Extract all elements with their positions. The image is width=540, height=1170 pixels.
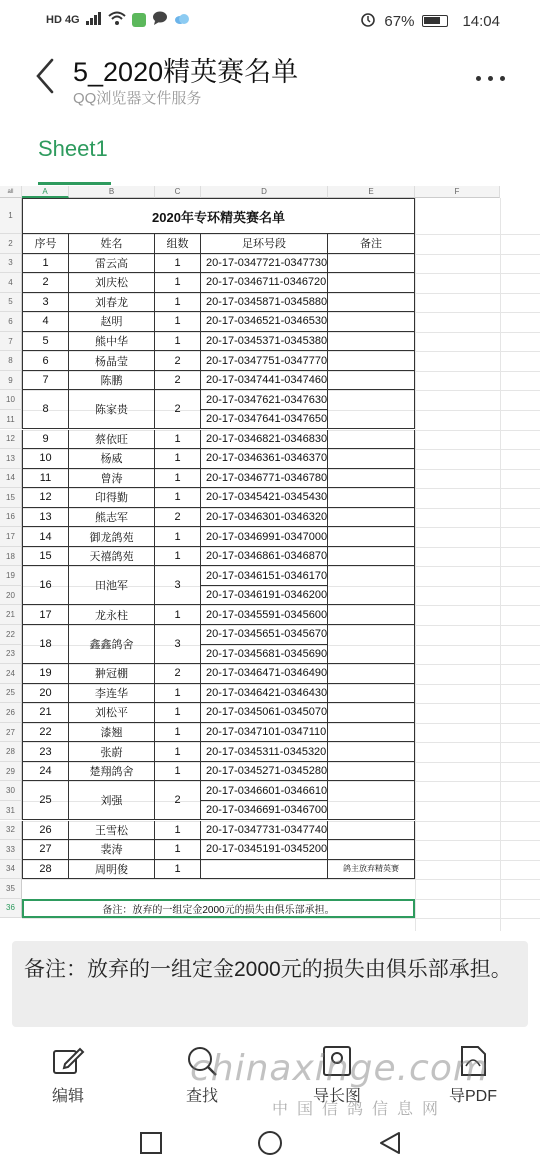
table-cell-groups: 1: [155, 488, 201, 508]
row-header[interactable]: 31: [0, 801, 22, 821]
table-cell-groups: 2: [155, 781, 201, 820]
cell-preview-panel: [12, 941, 528, 1027]
row-header[interactable]: 32: [0, 821, 22, 841]
app-notification-icon: [132, 13, 146, 27]
table-cell-name: 刘强: [69, 781, 155, 820]
export-pdf-label: 导PDF: [448, 1088, 497, 1105]
table-cell-number: 13: [22, 508, 69, 528]
table-cell-remark: [328, 488, 415, 508]
row-header[interactable]: 27: [0, 723, 22, 743]
network-label: HD 4G: [46, 14, 80, 26]
table-cell-number: 15: [22, 547, 69, 567]
row-header[interactable]: 21: [0, 605, 22, 625]
table-cell-groups: 1: [155, 273, 201, 293]
table-cell-groups: 1: [155, 742, 201, 762]
table-cell-remark: [328, 351, 415, 371]
table-cell-ring-range: 20-17-0346771-0346780: [201, 469, 328, 489]
table-cell-name: 杨威: [69, 449, 155, 469]
watermark-subtitle: 中国信鸽信息网: [272, 1101, 448, 1118]
row-header[interactable]: 13: [0, 449, 22, 469]
table-cell-name: 楚翔鸽舍: [69, 762, 155, 782]
table-header-cell: 组数: [155, 234, 201, 254]
row-header[interactable]: 19: [0, 566, 22, 586]
table-cell-remark: [328, 293, 415, 313]
table-cell-remark: [328, 254, 415, 274]
column-header[interactable]: A: [22, 186, 69, 198]
table-cell-ring-range: 20-17-0346361-0346370: [201, 449, 328, 469]
column-header[interactable]: C: [155, 186, 201, 198]
row-header[interactable]: 28: [0, 742, 22, 762]
column-header[interactable]: F: [415, 186, 500, 198]
row-header[interactable]: 33: [0, 840, 22, 860]
triangle-back-icon: [377, 1130, 403, 1156]
more-dot: [500, 76, 505, 81]
table-cell-number: 16: [22, 566, 69, 605]
more-menu-button[interactable]: [476, 66, 516, 90]
table-cell-number: 21: [22, 703, 69, 723]
table-cell-groups: 2: [155, 371, 201, 391]
table-cell-name: 李连华: [69, 684, 155, 704]
table-cell-remark: [328, 625, 415, 664]
table-header-cell: 备注: [328, 234, 415, 254]
table-cell-ring-range: 20-17-0347751-0347770: [201, 351, 328, 371]
row-header[interactable]: 5: [0, 293, 22, 313]
row-header[interactable]: 29: [0, 762, 22, 782]
table-cell-name: 王雪松: [69, 821, 155, 841]
table-cell-number: 26: [22, 821, 69, 841]
table-cell-remark: [328, 527, 415, 547]
row-header[interactable]: 17: [0, 527, 22, 547]
table-cell-name: 蔡依旺: [69, 430, 155, 450]
table-cell-number: 22: [22, 723, 69, 743]
table-cell-name: 翀冠棚: [69, 664, 155, 684]
table-cell-remark: [328, 605, 415, 625]
wifi-icon: [108, 11, 126, 29]
table-cell-remark: [328, 762, 415, 782]
table-cell-remark: [328, 508, 415, 528]
square-icon: [138, 1130, 164, 1156]
table-cell-number: 1: [22, 254, 69, 274]
table-cell-groups: 1: [155, 312, 201, 332]
table-cell-groups: 1: [155, 293, 201, 313]
row-header[interactable]: 20: [0, 586, 22, 606]
table-cell-remark: [328, 742, 415, 762]
table-cell-ring-range: 20-17-0345271-0345280: [201, 762, 328, 782]
table-cell-remark: [328, 547, 415, 567]
row-header[interactable]: 12: [0, 430, 22, 450]
table-cell-number: 20: [22, 684, 69, 704]
table-cell-groups: 1: [155, 860, 201, 880]
table-cell-remark: [328, 703, 415, 723]
title-bar: [0, 42, 540, 114]
row-header[interactable]: 1: [0, 198, 22, 234]
edit-icon: [51, 1044, 85, 1078]
table-cell-ring-range: 20-17-0345591-0345600: [201, 605, 328, 625]
row-header[interactable]: 34: [0, 860, 22, 880]
table-cell-ring-range: 20-17-0347731-0347740: [201, 821, 328, 841]
table-cell-number: 14: [22, 527, 69, 547]
system-nav-bar: [0, 1118, 540, 1170]
table-cell-name: 曾涛: [69, 469, 155, 489]
row-header[interactable]: 24: [0, 664, 22, 684]
row-header[interactable]: 26: [0, 703, 22, 723]
table-cell-ring-range: 20-17-0345311-0345320: [201, 742, 328, 762]
row-header[interactable]: 7: [0, 332, 22, 352]
table-cell-ring-range: 20-17-0346521-0346530: [201, 312, 328, 332]
table-cell-remark: [328, 371, 415, 391]
table-cell-ring-range: 20-17-0346421-0346430: [201, 684, 328, 704]
table-cell-ring-range: 20-17-0346991-0347000: [201, 527, 328, 547]
table-cell-ring-range: 20-17-0346471-0346490: [201, 664, 328, 684]
table-cell-number: 25: [22, 781, 69, 820]
table-cell-remark: [328, 390, 415, 429]
table-cell-name: 刘松平: [69, 703, 155, 723]
table-cell-groups: 3: [155, 625, 201, 664]
table-cell-groups: 1: [155, 723, 201, 743]
alarm-icon: [360, 11, 376, 31]
table-cell-name: 赵明: [69, 312, 155, 332]
row-header[interactable]: 4: [0, 273, 22, 293]
table-cell-remark: [328, 781, 415, 820]
chat-icon: [152, 11, 168, 29]
table-cell-remark: [328, 312, 415, 332]
table-cell-ring-range: 20-17-0347621-0347630: [201, 390, 328, 410]
row-header[interactable]: 10: [0, 390, 22, 410]
table-cell-groups: 2: [155, 508, 201, 528]
table-cell-groups: 1: [155, 527, 201, 547]
cell-preview-text: 备注：放弃的一组定金2000元的损失由俱乐部承担。: [24, 958, 512, 981]
table-cell-name: 陈家贵: [69, 390, 155, 429]
table-cell-remark: [328, 430, 415, 450]
table-cell-number: 5: [22, 332, 69, 352]
table-cell-number: 6: [22, 351, 69, 371]
table-cell-name: 天禧鸽苑: [69, 547, 155, 567]
page-title: 5_2020精英赛名单: [73, 57, 299, 87]
table-cell-ring-range: 20-17-0345421-0345430: [201, 488, 328, 508]
sheet-tabs: [0, 114, 540, 186]
table-cell-name: 杨晶莹: [69, 351, 155, 371]
table-cell-number: 3: [22, 293, 69, 313]
table-cell-remark: [328, 664, 415, 684]
row-header[interactable]: 35: [0, 879, 22, 899]
table-header-cell: 足环号段: [201, 234, 328, 254]
table-cell-name: 周明俊: [69, 860, 155, 880]
table-cell-groups: 1: [155, 469, 201, 489]
cloud-icon: [174, 12, 190, 29]
column-header[interactable]: B: [69, 186, 155, 198]
row-header[interactable]: 22: [0, 625, 22, 645]
table-title: 2020年专环精英赛名单: [22, 198, 415, 234]
table-cell-remark: [328, 332, 415, 352]
table-cell-name: 御龙鸽苑: [69, 527, 155, 547]
table-header-cell: 序号: [22, 234, 69, 254]
row-header[interactable]: 30: [0, 781, 22, 801]
table-cell-number: 9: [22, 430, 69, 450]
corner-header[interactable]: all: [0, 186, 22, 198]
table-cell-name: 陈鹏: [69, 371, 155, 391]
footnote-cell[interactable]: 备注：放弃的一组定金2000元的损失由俱乐部承担。: [22, 899, 415, 919]
table-cell-groups: 1: [155, 703, 201, 723]
row-header[interactable]: 23: [0, 645, 22, 665]
row-header[interactable]: 11: [0, 410, 22, 430]
table-cell-number: 17: [22, 605, 69, 625]
row-header[interactable]: 9: [0, 371, 22, 391]
table-cell-number: 27: [22, 840, 69, 860]
table-cell-groups: 1: [155, 821, 201, 841]
table-cell-remark: [328, 469, 415, 489]
table-cell-ring-range: 20-17-0347101-0347110: [201, 723, 328, 743]
table-cell-remark: 鸽主放弃精英赛: [328, 860, 415, 880]
tab-active-indicator: [38, 182, 111, 185]
table-cell-ring-range: 20-17-0345061-0345070: [201, 703, 328, 723]
nav-back-button[interactable]: [377, 1130, 403, 1156]
circle-icon: [257, 1130, 283, 1156]
column-header[interactable]: D: [201, 186, 328, 198]
table-cell-name: 龙永柱: [69, 605, 155, 625]
watermark: chinaxinge.com: [190, 1048, 489, 1089]
table-cell-number: 12: [22, 488, 69, 508]
table-cell-ring-range: 20-17-0345191-0345200: [201, 840, 328, 860]
table-cell-remark: [328, 449, 415, 469]
table-cell-groups: 2: [155, 390, 201, 429]
table-cell-groups: 1: [155, 332, 201, 352]
table-cell-groups: 1: [155, 430, 201, 450]
table-cell-ring-range: 20-17-0347641-0347650: [201, 410, 328, 430]
table-cell-name: 鑫鑫鸽舍: [69, 625, 155, 664]
table-cell-name: 熊志军: [69, 508, 155, 528]
table-cell-remark: [328, 723, 415, 743]
recents-button[interactable]: [138, 1130, 164, 1156]
table-cell-ring-range: 20-17-0346301-0346320: [201, 508, 328, 528]
table-cell-ring-range: [201, 860, 328, 880]
table-cell-ring-range: 20-17-0347441-0347460: [201, 371, 328, 391]
table-cell-groups: 2: [155, 664, 201, 684]
table-cell-ring-range: 20-17-0346821-0346830: [201, 430, 328, 450]
table-cell-ring-range: 20-17-0347721-0347730: [201, 254, 328, 274]
table-cell-number: 24: [22, 762, 69, 782]
table-cell-groups: 2: [155, 351, 201, 371]
table-cell-ring-range: 20-17-0345651-0345670: [201, 625, 328, 645]
export-long-image-label: 导长图: [312, 1088, 361, 1105]
table-cell-name: 刘春龙: [69, 293, 155, 313]
find-label: 查找: [185, 1088, 218, 1105]
table-cell-ring-range: 20-17-0346691-0346700: [201, 801, 328, 821]
row-header[interactable]: 15: [0, 488, 22, 508]
row-header[interactable]: 18: [0, 547, 22, 567]
table-cell-groups: 1: [155, 547, 201, 567]
table-cell-groups: 1: [155, 449, 201, 469]
row-header[interactable]: 14: [0, 469, 22, 489]
table-cell-number: 7: [22, 371, 69, 391]
row-header[interactable]: 6: [0, 312, 22, 332]
table-cell-name: 刘庆松: [69, 273, 155, 293]
table-cell-remark: [328, 566, 415, 605]
table-cell-groups: 1: [155, 254, 201, 274]
table-cell-number: 28: [22, 860, 69, 880]
battery-percent: 67%: [384, 12, 415, 30]
table-cell-groups: 3: [155, 566, 201, 605]
grid-line: [415, 198, 416, 931]
grid-line: [500, 198, 501, 931]
table-cell-number: 10: [22, 449, 69, 469]
row-header[interactable]: 36: [0, 899, 22, 919]
table-cell-name: 田池军: [69, 566, 155, 605]
page-subtitle: QQ浏览器文件服务: [73, 90, 202, 107]
row-header[interactable]: 8: [0, 351, 22, 371]
table-cell-groups: 1: [155, 840, 201, 860]
grid-line: [22, 879, 540, 880]
table-cell-number: 11: [22, 469, 69, 489]
table-cell-groups: 1: [155, 605, 201, 625]
table-cell-ring-range: 20-17-0345681-0345690: [201, 645, 328, 665]
table-cell-remark: [328, 273, 415, 293]
table-cell-ring-range: 20-17-0346861-0346870: [201, 547, 328, 567]
table-cell-groups: 1: [155, 762, 201, 782]
row-header[interactable]: 2: [0, 234, 22, 254]
tab-sheet1[interactable]: Sheet1: [38, 136, 108, 161]
row-header[interactable]: 25: [0, 684, 22, 704]
table-cell-remark: [328, 684, 415, 704]
table-cell-number: 8: [22, 390, 69, 429]
table-cell-number: 18: [22, 625, 69, 664]
table-header-cell: 姓名: [69, 234, 155, 254]
table-cell-remark: [328, 821, 415, 841]
table-cell-ring-range: 20-17-0345871-0345880: [201, 293, 328, 313]
chevron-left-icon: [30, 54, 60, 98]
table-cell-name: 漆翘: [69, 723, 155, 743]
more-dot: [476, 76, 481, 81]
table-cell-name: 雷云高: [69, 254, 155, 274]
table-cell-number: 23: [22, 742, 69, 762]
edit-label: 编辑: [51, 1088, 84, 1105]
row-header[interactable]: 3: [0, 254, 22, 274]
grid-line: [22, 918, 540, 919]
table-cell-number: 4: [22, 312, 69, 332]
row-header[interactable]: 16: [0, 508, 22, 528]
table-cell-name: 印得勤: [69, 488, 155, 508]
battery-icon: [422, 15, 448, 27]
back-button[interactable]: [30, 54, 60, 98]
spreadsheet-grid[interactable]: [0, 186, 540, 931]
table-cell-name: 张蔚: [69, 742, 155, 762]
table-cell-name: 裴涛: [69, 840, 155, 860]
column-header[interactable]: E: [328, 186, 415, 198]
home-button[interactable]: [257, 1130, 283, 1156]
clock: 14:04: [462, 12, 500, 30]
table-cell-groups: 1: [155, 684, 201, 704]
table-cell-ring-range: 20-17-0346601-0346610: [201, 781, 328, 801]
table-cell-remark: [328, 840, 415, 860]
table-cell-ring-range: 20-17-0346711-0346720: [201, 273, 328, 293]
signal-icon: [86, 11, 102, 29]
table-cell-ring-range: 20-17-0346151-0346170: [201, 566, 328, 586]
status-bar: [0, 0, 540, 42]
table-cell-number: 19: [22, 664, 69, 684]
table-cell-ring-range: 20-17-0345371-0345380: [201, 332, 328, 352]
table-cell-ring-range: 20-17-0346191-0346200: [201, 586, 328, 606]
more-dot: [488, 76, 493, 81]
edit-button[interactable]: [23, 1044, 113, 1114]
table-cell-number: 2: [22, 273, 69, 293]
table-cell-name: 熊中华: [69, 332, 155, 352]
